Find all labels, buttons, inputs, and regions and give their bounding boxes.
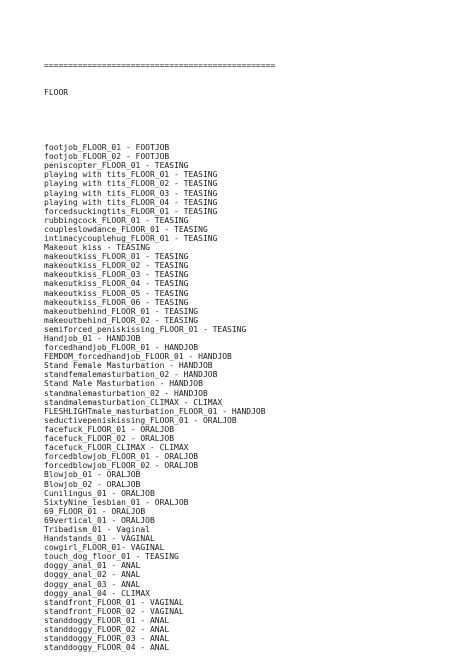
entry-line: semiforced_peniskissing_FLOOR_01 - TEASING <box>44 324 247 334</box>
entry-line: makeoutkiss_FLOOR_01 - TEASING <box>44 252 189 262</box>
entry-line: peniscopter_FLOOR_01 - TEASING <box>44 161 189 171</box>
entry-line: makeoutbehind_FLOOR_02 - TEASING <box>44 315 199 325</box>
entry-line: forcedblowjob_FLOOR_01 - ORALJOB <box>44 452 199 462</box>
entry-line: footjob_FLOOR_02 - FOOTJOB <box>44 152 170 162</box>
entry-line: makeoutkiss_FLOOR_02 - TEASING <box>44 261 189 271</box>
entry-line: forcedhandjob_FLOOR_01 - HANDJOB <box>44 343 199 353</box>
entry-line: makeoutkiss_FLOOR_06 - TEASING <box>44 297 189 307</box>
entry-line: standdoggy_FLOOR_02 - ANAL <box>44 625 170 634</box>
entry-line: makeoutkiss_FLOOR_03 - TEASING <box>44 270 189 280</box>
entry-line: Handstands_01 - VAGINAL <box>44 534 155 544</box>
entry-line: Cunilingus_01 - ORALJOB <box>44 488 155 498</box>
entry-line: Blowjob_02 - ORALJOB <box>44 479 141 489</box>
entry-line: facefuck_FLOOR_02 - ORALJOB <box>44 434 175 444</box>
entry-line: standmalemasturbation_02 - HANDJOB <box>44 388 208 398</box>
entry-line: cowgirl_FLOOR_01- VAGINAL <box>44 543 165 553</box>
entry-line: seductivepeniskissing_FLOOR_01 - ORALJOB <box>44 415 237 425</box>
entry-line: facefuck_FLOOR_01 - ORALJOB <box>44 424 175 434</box>
entry-line: doggy_anal_03 - ANAL <box>44 579 141 589</box>
entry-line: doggy_anal_04 - CLIMAX <box>44 588 150 598</box>
entry-list <box>44 143 275 652</box>
entry-line: standfront_FLOOR_01 - VAGINAL <box>44 597 184 607</box>
entry-line: Handjob_01 - HANDJOB <box>44 334 141 343</box>
entry-line: Makeout kiss - TEASING <box>44 243 150 253</box>
entry-line: touch_dog_floor_01 - TEASING <box>44 552 179 562</box>
separator-line: ================================================ <box>44 61 276 71</box>
entry-line: footjob_FLOOR_01 - FOOTJOB <box>44 143 170 153</box>
entry-line: 69_FLOOR_01 - ORALJOB <box>44 506 146 516</box>
entry-line: makeoutkiss_FLOOR_05 - TEASING <box>44 288 189 298</box>
entry-line: standfront_FLOOR_02 - VAGINAL <box>44 606 184 616</box>
entry-line: Stand Male Masturbation - HANDJOB <box>44 379 203 389</box>
entry-line: playing with tits_FLOOR_02 - TEASING <box>44 179 218 189</box>
entry-line: rubbingcock_FLOOR_01 - TEASING <box>44 215 189 225</box>
entry-line: standfemalemasturbation_02 - HANDJOB <box>44 370 218 380</box>
section-heading: FLOOR <box>44 88 69 98</box>
entry-line: makeoutbehind_FLOOR_01 - TEASING <box>44 306 199 316</box>
entry-line: Blowjob_01 - ORALJOB <box>44 470 141 480</box>
entry-line: makeoutkiss_FLOOR_04 - TEASING <box>44 279 189 289</box>
entry-line: SixtyNine_lesbian_01 - ORALJOB <box>44 497 189 507</box>
entry-line: facefuck_FLOOR_CLIMAX - CLIMAX <box>44 443 189 453</box>
blank-line <box>44 116 275 125</box>
entry-line: doggy_anal_01 - ANAL <box>44 561 141 571</box>
entry-line: standdoggy_FLOOR_01 - ANAL <box>44 615 170 625</box>
entry-line: playing with tits_FLOOR_03 - TEASING <box>44 188 218 198</box>
entry-line: FLESHLIGHTmale_masturbation_FLOOR_01 - HANDJOB <box>44 406 266 416</box>
entry-line: 69vertical_01 - ORALJOB <box>44 515 155 525</box>
entry-line: playing with tits_FLOOR_01 - TEASING <box>44 170 218 180</box>
entry-line: standdoggy_FLOOR_03 - ANAL <box>44 634 170 644</box>
entry-line: coupleslowdance_FLOOR_01 - TEASING <box>44 224 208 234</box>
entry-line: Stand Female Masturbation - HANDJOB <box>44 361 213 371</box>
entry-line: forcedsuckingtits_FLOOR_01 - TEASING <box>44 206 218 216</box>
entry-line: Tribadism_01 - Vaginal <box>44 524 150 534</box>
entry-line: standmalemasturbation_CLIMAX - CLIMAX <box>44 397 223 407</box>
entry-line: intimacycouplehug_FLOOR_01 - TEASING <box>44 233 218 243</box>
text-block <box>44 43 275 670</box>
entry-line: forcedblowjob_FLOOR_02 - ORALJOB <box>44 461 199 471</box>
entry-line: standdoggy_FLOOR_04 - ANAL <box>44 643 170 653</box>
entry-line: FEMDOM_forcedhandjob_FLOOR_01 - HANDJOB <box>44 352 232 362</box>
entry-line: playing with tits_FLOOR_04 - TEASING <box>44 197 218 207</box>
entry-line: doggy_anal_02 - ANAL <box>44 570 141 580</box>
